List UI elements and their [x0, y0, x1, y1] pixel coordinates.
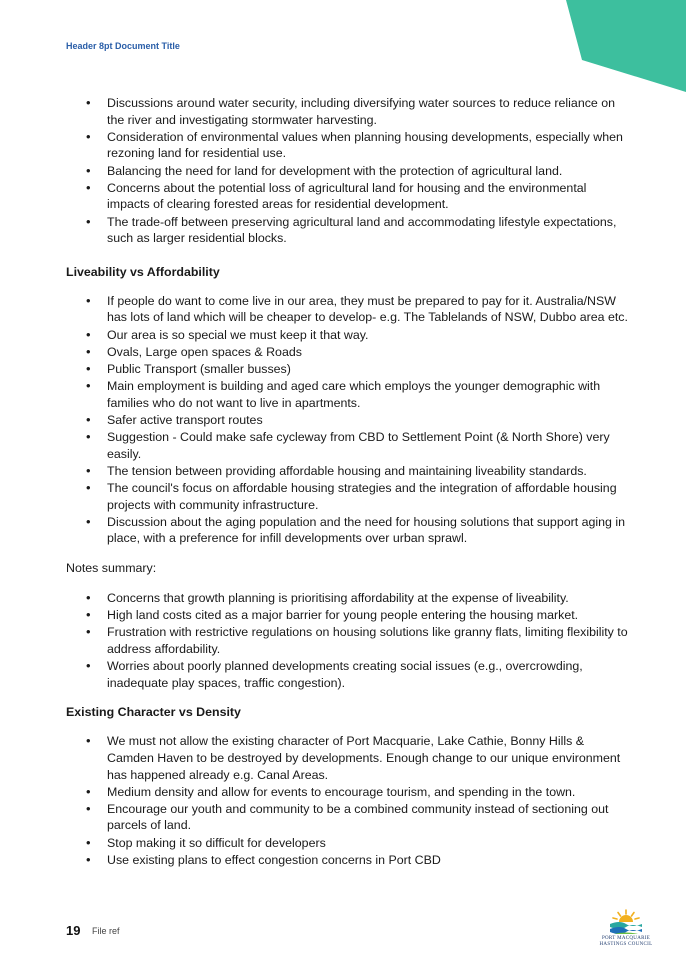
list-item: • Ovals, Large open spaces & Roads: [66, 344, 631, 361]
heading-liveability-affordability: Liveability vs Affordability: [66, 264, 220, 279]
list-item: • Medium density and allow for events to encourage tourism, and spending in the town.: [66, 784, 631, 801]
logo-text-line1: PORT MACQUARIE: [601, 936, 651, 941]
list-item: • The tension between providing affordable housing and maintaining liveability standards.: [66, 463, 631, 480]
council-logo-icon: [606, 908, 646, 936]
list-item: • Discussion about the aging population and the need for housing solutions that support aging in place, with a preference for infill developments over urban sprawl.: [66, 514, 631, 547]
list-item: • Balancing the need for land for development with the protection of agricultural land.: [66, 163, 631, 180]
document-body: [66, 95, 631, 869]
list-item: • Safer active transport routes: [66, 412, 631, 429]
list-item: • High land costs cited as a major barrier for young people entering the housing market.: [66, 607, 631, 624]
list-item: • Concerns that growth planning is prioritising affordability at the expense of liveability.: [66, 590, 631, 607]
list-item: • If people do want to come live in our area, they must be prepared to pay for it. Australia/NSW has lots of land which will be cheaper to develop- e.g. The Tablelands of NSW, Dubbo area etc.: [66, 293, 631, 326]
list-item: • Worries about poorly planned developments creating social issues (e.g., overcrowding, inadequate play spaces, traffic congestion).: [66, 658, 631, 691]
list-item: • Suggestion - Could make safe cycleway from CBD to Settlement Point (& North Shore) very easily.: [66, 429, 631, 462]
list-item: • Concerns about the potential loss of agricultural land for housing and the environmental impacts of clearing forested areas for residential development.: [66, 180, 631, 213]
header-document-title: Header 8pt Document Title: [66, 41, 180, 51]
liveability-list: [66, 293, 631, 547]
water-environment-list: [66, 95, 631, 247]
notes-summary-label: Notes summary:: [66, 560, 157, 575]
page-number: 19: [66, 923, 81, 938]
list-item: • The council's focus on affordable housing strategies and the integration of affordable housing projects with community infrastructure.: [66, 480, 631, 513]
notes-summary-list: [66, 590, 631, 691]
heading-character-density: Existing Character vs Density: [66, 705, 241, 720]
logo-text-line2: HASTINGS COUNCIL: [599, 942, 653, 947]
list-item: • Public Transport (smaller busses): [66, 361, 631, 378]
list-item: • Our area is so special we must keep it that way.: [66, 327, 631, 344]
list-item: • We must not allow the existing character of Port Macquarie, Lake Cathie, Bonny Hills & Camden Haven to be destroyed by developments. Enough change to our unique environment has happened already e.g. Canal Areas.: [66, 733, 631, 783]
character-list: [66, 733, 631, 868]
list-item: • The trade-off between preserving agricultural land and accommodating lifestyle expectations, such as larger residential blocks.: [66, 214, 631, 247]
list-item: • Stop making it so difficult for developers: [66, 835, 631, 852]
council-logo: [598, 908, 654, 956]
list-item: • Main employment is building and aged care which employs the younger demographic with families who do not want to live in apartments.: [66, 378, 631, 411]
list-item: • Consideration of environmental values when planning housing developments, especially when rezoning land for residential use.: [66, 129, 631, 162]
list-item: • Discussions around water security, including diversifying water sources to reduce reliance on the river and investigating stormwater harvesting.: [66, 95, 631, 128]
list-item: • Use existing plans to effect congestion concerns in Port CBD: [66, 852, 631, 869]
list-item: • Frustration with restrictive regulations on housing solutions like granny flats, limiting flexibility to address affordability.: [66, 624, 631, 657]
list-item: • Encourage our youth and community to be a combined community instead of sectioning out parcels of land.: [66, 801, 631, 834]
header-corner-shape: [566, 0, 686, 92]
file-ref: File ref: [92, 926, 120, 936]
